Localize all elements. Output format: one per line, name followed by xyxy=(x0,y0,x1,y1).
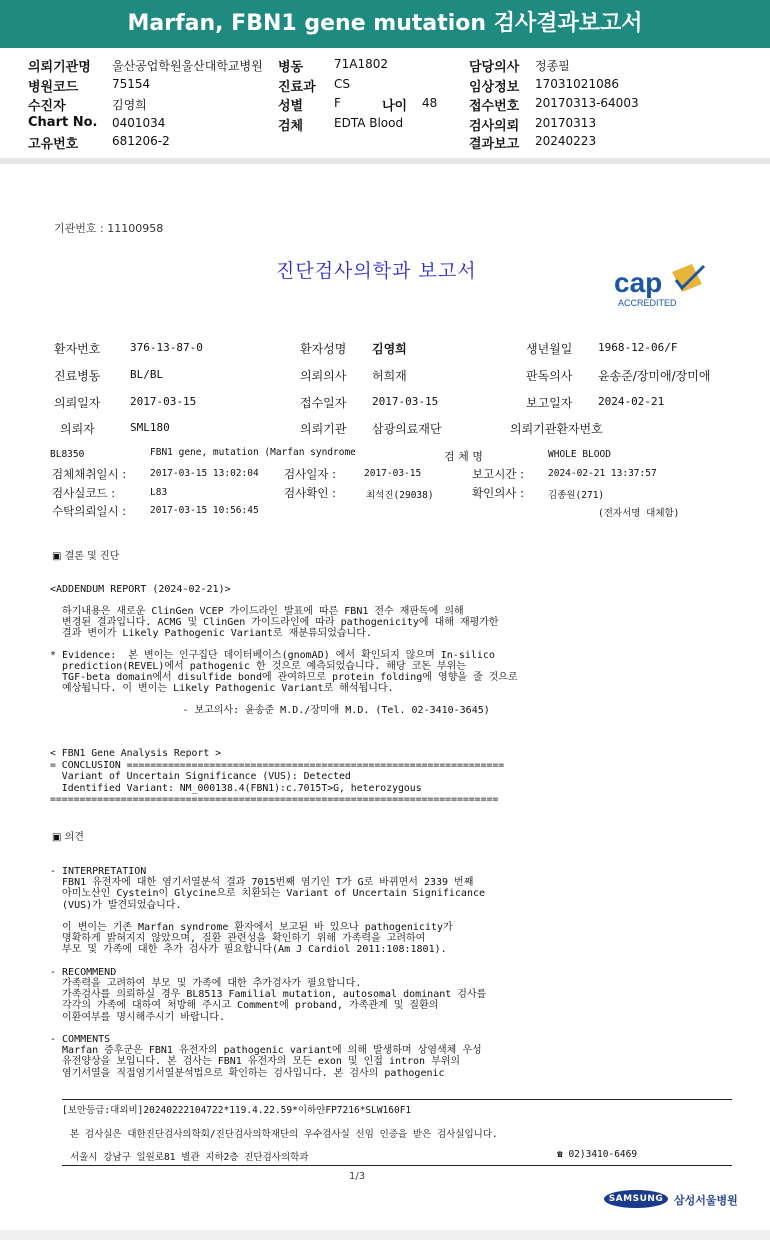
info-label: 판독의사 xyxy=(526,369,573,383)
hospital-label: 의뢰기관명 xyxy=(28,60,91,75)
request-date-value: 20170313 xyxy=(535,116,597,130)
info-label: 의뢰자 xyxy=(60,422,95,436)
unique-no-value: 681206-2 xyxy=(112,134,170,148)
result-date-label: 결과보고 xyxy=(469,137,520,152)
age-value: 48 xyxy=(422,96,438,110)
clinical-info-label: 임상정보 xyxy=(469,80,520,95)
security-line: [보안등급:대외비]20240222104722*119.4.22.59*이하얀FP7216*SLW160F1 xyxy=(62,1105,412,1116)
page-number: 1/3 xyxy=(349,1171,366,1182)
doctor-value: 정종필 xyxy=(535,59,570,73)
receipt-no-label: 접수번호 xyxy=(469,99,520,114)
test-check-label: 검사확인 : xyxy=(284,486,336,500)
age-label: 나이 xyxy=(382,99,408,114)
collect-label: 검체채취일시 : xyxy=(52,467,127,481)
test-date-value: 2017-03-15 xyxy=(364,468,422,479)
info-label: 진료병동 xyxy=(54,369,101,383)
info-label: 의뢰기관환자번호 xyxy=(510,422,603,436)
info-label: 의뢰기관 xyxy=(300,422,347,436)
section-conclusion: ▣ 결론 및 진단 xyxy=(52,551,120,562)
confirm-doctor-label: 확인의사 : xyxy=(472,486,524,500)
patient-value: 김영희 xyxy=(112,98,147,112)
info-value: 376-13-87-0 xyxy=(130,341,203,354)
doctor-label: 담당의사 xyxy=(469,60,520,75)
info-label: 환자번호 xyxy=(54,342,101,356)
cap-emblem-icon xyxy=(672,264,702,292)
patient-label: 수진자 xyxy=(28,99,66,114)
opinion-text: - INTERPRETATION FBN1 유전자에 대한 염기서열분석 결과 7015번째 염기인 T가 G로 바뀌면서 2339 번째 아미노산인 Cystein이 Glycine으로 치환되는 Variant of Uncertain Significance (VUS)가 발견되었습니다. 이 변이는 기존 Marfan syndrome 환자에서 보고된 바 있으나 pathogenicity가 명확하게 밝혀지지 않았으며, 질환 관련성을 확인하기 위해 가족력을 고려하여 부모 및 가족에 대한 추가 검사가 필요합니다(Am J Cardiol 2011:108:1801). - RECOMMEND 가족력을 고려하여 부모 및 가족에 대한 추가검사가 필요합니다. 가족검사를 의뢰하실 경우 BL8513 Familial mutation, autosomal dominant 검사를 각각의 가족에 대하여 처방해 주시고 Comment에 proband, 가족관계 및 질환의 이환여부를 명시해주시기 바랍니다. - COMMENTS Marfan 증후군은 FBN1 유전자의 pathogenic variant에 의해 발생하며 상염색체 우성 유전양상을 보입니다. 본 검사는 FBN1 유전자의 모든 exon 및 인접 intron 부위의 염기서열을 직접염기서열분석법으로 확인하는 검사입니다. 본 검사의 pathogenic xyxy=(50,866,487,1079)
request-date-label: 검사의뢰 xyxy=(469,119,520,134)
lab-address: 서울시 강남구 일원로81 별관 지하2층 진단검사의학과 xyxy=(70,1152,309,1163)
report-title-bar: Marfan, FBN1 gene mutation 검사결과보고서 xyxy=(0,0,770,48)
unique-no-label: 고유번호 xyxy=(28,137,79,152)
info-label: 보고일자 xyxy=(526,396,573,410)
cap-accredited-logo xyxy=(610,262,730,312)
test-name: FBN1 gene, mutation (Marfan syndrome xyxy=(150,447,356,458)
ward-value: 71A1802 xyxy=(334,57,389,71)
test-check-value: 최석진(29038) xyxy=(366,490,434,501)
cap-accredited-text: ACCREDITED xyxy=(618,298,677,308)
info-value: 2024-02-21 xyxy=(598,395,665,408)
test-code: BL8350 xyxy=(50,449,85,460)
info-label: 의뢰의사 xyxy=(300,369,347,383)
info-value: 2017-03-15 xyxy=(372,395,439,408)
header-divider xyxy=(0,158,770,164)
hospital-code-value: 75154 xyxy=(112,77,151,91)
report-title: 진단검사의학과 보고서 xyxy=(276,260,477,282)
consign-label: 수탁의뢰일시 : xyxy=(52,504,127,518)
info-value: 1968-12-06/F xyxy=(598,341,678,354)
patient-header xyxy=(0,48,770,152)
specimen-name-label: 검 체 명 xyxy=(444,450,483,463)
hospital-value: 울산공업학원울산대학교병원 xyxy=(112,59,263,73)
report-time-value: 2024-02-21 13:37:57 xyxy=(548,468,657,479)
info-label: 환자성명 xyxy=(300,342,347,356)
info-value: 윤송준/장미애/장미애 xyxy=(598,369,711,383)
specimen-label: 검체 xyxy=(278,119,304,134)
consign-value: 2017-03-15 10:56:45 xyxy=(150,505,259,516)
institution-number: 기관번호 : 11100958 xyxy=(54,222,164,235)
samsung-logo: SAMSUNG xyxy=(604,1190,668,1208)
chart-no-label: Chart No. xyxy=(28,115,98,130)
chart-no-value: 0401034 xyxy=(112,116,166,130)
clinical-info-value: 17031021086 xyxy=(535,77,619,91)
info-value: SML180 xyxy=(130,421,170,434)
footer-divider-bottom xyxy=(62,1165,732,1166)
lab-phone: ☎ 02)3410-6469 xyxy=(557,1149,638,1160)
info-value: BL/BL xyxy=(130,368,164,381)
specimen-name-value: WHOLE BLOOD xyxy=(548,449,611,460)
report-time-label: 보고시간 : xyxy=(472,467,524,481)
dept-label: 진료과 xyxy=(278,80,316,95)
info-label: 접수일자 xyxy=(300,396,347,410)
sex-value: F xyxy=(334,96,341,110)
info-value: 2017-03-15 xyxy=(130,395,197,408)
info-value: 김영희 xyxy=(372,342,407,356)
info-label: 생년월일 xyxy=(526,342,573,356)
receipt-no-value: 20170313-64003 xyxy=(535,96,639,110)
info-value: 허희재 xyxy=(372,369,407,383)
lab-code-value: L83 xyxy=(150,487,168,498)
ward-label: 병동 xyxy=(278,60,304,75)
cap-logo-text: cap xyxy=(614,267,663,298)
info-label: 의뢰일자 xyxy=(54,396,101,410)
result-date-value: 20240223 xyxy=(535,134,597,148)
confirm-doctor-value: 김종원(271) xyxy=(548,490,605,501)
addendum-report: <ADDENDUM REPORT (2024-02-21)> 하기내용은 새로운 ClinGen VCEP 가이드라인 발표에 따른 FBN1 전수 재판독에 의해 변경된 결과입니다. ACMG 및 ClinGen 가이드라인에 따라 pathogenicity에 대해 재평가한 결과 변이가 Likely Pathogenic Variant로 재분류되었습니다. * Evidence: 본 변이는 인구집단 데이터베이스(gnomAD) 에서 확인되지 않으며 In-silico prediction(REVEL)에서 pathogenic 한 것으로 예측되었습니다. 해당 코돈 부위는 TGF-beta domain에서 disulfide bond에 관여하므로 protein folding에 영향을 줄 것으로 예상됩니다. 이 변이는 Likely Pathogenic Variant로 해석됩니다. - 보고의사: 윤송준 M.D./장미애 M.D. (Tel. 02-3410-3645) xyxy=(50,584,518,716)
hospital-code-label: 병원코드 xyxy=(28,80,79,95)
hospital-name: 삼성서울병원 xyxy=(674,1194,738,1207)
fbn1-analysis-report: < FBN1 Gene Analysis Report > = CONCLUSION ================================================================ Variant of Uncertain Significance (VUS): Detected Identified Variant: NM_000138.4(FBN1):c.7015T>G, heterozygous ============================================================================ xyxy=(50,748,505,805)
info-value: 삼광의료재단 xyxy=(372,422,442,436)
section-opinion: ▣ 의견 xyxy=(52,832,84,843)
specimen-value: EDTA Blood xyxy=(334,116,404,130)
dept-value: CS xyxy=(334,77,350,91)
footer-band xyxy=(0,1230,770,1240)
e-signature-note: (전자서명 대체함) xyxy=(598,508,680,519)
sex-label: 성별 xyxy=(278,99,304,114)
test-date-label: 검사일자 : xyxy=(284,467,336,481)
collect-value: 2017-03-15 13:02:04 xyxy=(150,468,259,479)
certification-text: 본 검사실은 대한진단검사의학회/진단검사의학재단의 우수검사실 신임 인증을 받은 검사실입니다. xyxy=(70,1129,498,1140)
lab-code-label: 검사실코드 : xyxy=(52,486,116,500)
footer-divider-top xyxy=(62,1099,732,1100)
